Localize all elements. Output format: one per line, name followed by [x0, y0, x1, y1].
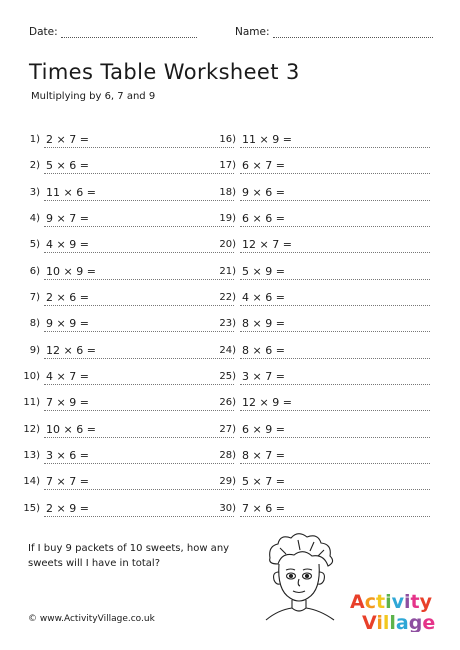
question-number: 21) — [219, 265, 236, 277]
question-row — [20, 497, 220, 523]
answer-line[interactable] — [44, 331, 234, 332]
question-text: 3 × 7 = — [242, 370, 285, 384]
answer-line[interactable] — [44, 147, 234, 148]
question-row — [216, 497, 416, 523]
answer-line[interactable] — [44, 437, 234, 438]
logo-text: Village — [362, 612, 436, 632]
question-text: 12 × 9 = — [242, 396, 292, 410]
question-row — [216, 233, 416, 259]
answer-line[interactable] — [240, 252, 430, 253]
question-text: 5 × 6 = — [46, 159, 89, 173]
word-problem: If I buy 9 packets of 10 sweets, how any sweets will I have in total? — [28, 543, 230, 569]
question-row — [216, 207, 416, 233]
question-number: 27) — [219, 423, 236, 435]
question-text: 8 × 6 = — [242, 343, 285, 357]
question-row — [216, 260, 416, 286]
question-text: 12 × 7 = — [242, 238, 292, 252]
question-text: 9 × 7 = — [46, 212, 89, 226]
answer-line[interactable] — [240, 173, 430, 174]
answer-line[interactable] — [44, 226, 234, 227]
question-row — [216, 312, 416, 338]
answer-line[interactable] — [240, 279, 430, 280]
question-text: 7 × 6 = — [242, 501, 285, 515]
question-row — [216, 365, 416, 391]
answer-line[interactable] — [44, 410, 234, 411]
question-number: 23) — [219, 318, 236, 330]
question-row — [216, 128, 416, 154]
question-text: 6 × 6 = — [242, 212, 285, 226]
question-text: 11 × 6 = — [46, 185, 96, 199]
question-row — [20, 470, 220, 496]
answer-line[interactable] — [240, 463, 430, 464]
page-title: Times Table Worksheet 3 — [29, 60, 300, 84]
question-row — [216, 339, 416, 365]
question-number: 9) — [29, 344, 40, 356]
questions-right-column — [216, 128, 416, 523]
question-row — [216, 391, 416, 417]
answer-line[interactable] — [44, 358, 234, 359]
question-text: 9 × 6 = — [242, 185, 285, 199]
question-text: 7 × 9 = — [46, 396, 89, 410]
answer-line[interactable] — [240, 437, 430, 438]
activity-village-logo-icon — [350, 590, 445, 632]
answer-line[interactable] — [44, 252, 234, 253]
question-row — [20, 181, 220, 207]
page-subtitle: Multiplying by 6, 7 and 9 — [31, 91, 156, 102]
question-number: 18) — [219, 186, 236, 198]
question-row — [20, 207, 220, 233]
date-field — [29, 26, 197, 38]
question-row — [216, 181, 416, 207]
answer-line[interactable] — [44, 173, 234, 174]
question-row — [216, 444, 416, 470]
question-text: 2 × 9 = — [46, 501, 89, 515]
question-number: 11) — [23, 397, 40, 409]
answer-line[interactable] — [240, 358, 430, 359]
question-text: 6 × 9 = — [242, 422, 285, 436]
question-text: 11 × 9 = — [242, 133, 292, 146]
question-number: 8) — [29, 318, 40, 330]
answer-line[interactable] — [240, 200, 430, 201]
question-number: 6) — [29, 265, 40, 277]
logo-text: Activity — [350, 591, 432, 613]
question-number: 13) — [23, 450, 40, 462]
question-number: 7) — [29, 292, 40, 304]
question-row — [20, 260, 220, 286]
question-number: 17) — [219, 160, 236, 172]
question-number: 28) — [219, 450, 236, 462]
answer-line[interactable] — [240, 516, 430, 517]
questions-left-column — [20, 128, 220, 523]
name-label: Name: — [235, 26, 270, 38]
answer-line[interactable] — [44, 489, 234, 490]
question-text: 8 × 7 = — [242, 449, 285, 463]
question-number: 22) — [219, 292, 236, 304]
answer-line[interactable] — [44, 516, 234, 517]
answer-line[interactable] — [240, 147, 430, 148]
question-text: 4 × 6 = — [242, 291, 285, 305]
question-number: 4) — [29, 213, 40, 225]
date-label: Date: — [29, 26, 58, 38]
question-number: 30) — [219, 502, 236, 514]
copyright-footer: © www.ActivityVillage.co.uk — [28, 614, 155, 624]
question-text: 3 × 6 = — [46, 449, 89, 463]
question-row — [20, 444, 220, 470]
question-text: 5 × 9 = — [242, 264, 285, 278]
question-row — [20, 233, 220, 259]
boy-illustration-icon — [258, 530, 348, 622]
question-number: 24) — [219, 344, 236, 356]
question-number: 2) — [29, 160, 40, 172]
question-number: 26) — [219, 397, 236, 409]
answer-line[interactable] — [240, 331, 430, 332]
question-number: 29) — [219, 476, 236, 488]
question-row — [216, 154, 416, 180]
answer-line[interactable] — [44, 305, 234, 306]
question-row — [20, 312, 220, 338]
question-row — [216, 470, 416, 496]
answer-line[interactable] — [44, 384, 234, 385]
question-number: 5) — [29, 239, 40, 251]
question-number: 14) — [23, 476, 40, 488]
question-number: 19) — [219, 213, 236, 225]
question-number: 12) — [23, 423, 40, 435]
question-text: 8 × 9 = — [242, 317, 285, 331]
name-line[interactable] — [273, 27, 433, 38]
question-row — [20, 391, 220, 417]
answer-line[interactable] — [44, 279, 234, 280]
question-text: 12 × 6 = — [46, 343, 96, 357]
question-text: 2 × 6 = — [46, 291, 89, 305]
answer-line[interactable] — [240, 305, 430, 306]
question-text: 10 × 6 = — [46, 422, 96, 436]
question-row — [20, 339, 220, 365]
date-line[interactable] — [61, 27, 197, 38]
question-number: 16) — [219, 134, 236, 145]
name-field — [235, 26, 433, 38]
question-row — [20, 128, 220, 154]
question-row — [20, 286, 220, 312]
answer-line[interactable] — [240, 489, 430, 490]
question-row — [216, 286, 416, 312]
question-number: 1) — [29, 134, 40, 145]
question-text: 5 × 7 = — [242, 475, 285, 489]
question-row — [20, 365, 220, 391]
question-number: 15) — [23, 502, 40, 514]
question-number: 3) — [29, 186, 40, 198]
question-row — [20, 418, 220, 444]
question-text: 7 × 7 = — [46, 475, 89, 489]
question-number: 10) — [23, 371, 40, 383]
answer-line[interactable] — [240, 226, 430, 227]
answer-line[interactable] — [44, 463, 234, 464]
answer-line[interactable] — [240, 384, 430, 385]
question-row — [20, 154, 220, 180]
question-row — [216, 418, 416, 444]
question-text: 10 × 9 = — [46, 264, 96, 278]
question-text: 6 × 7 = — [242, 159, 285, 173]
answer-line[interactable] — [44, 200, 234, 201]
question-text: 4 × 9 = — [46, 238, 89, 252]
question-number: 25) — [219, 371, 236, 383]
question-number: 20) — [219, 239, 236, 251]
answer-line[interactable] — [240, 410, 430, 411]
question-text: 9 × 9 = — [46, 317, 89, 331]
question-text: 4 × 7 = — [46, 370, 89, 384]
question-text: 2 × 7 = — [46, 133, 89, 146]
